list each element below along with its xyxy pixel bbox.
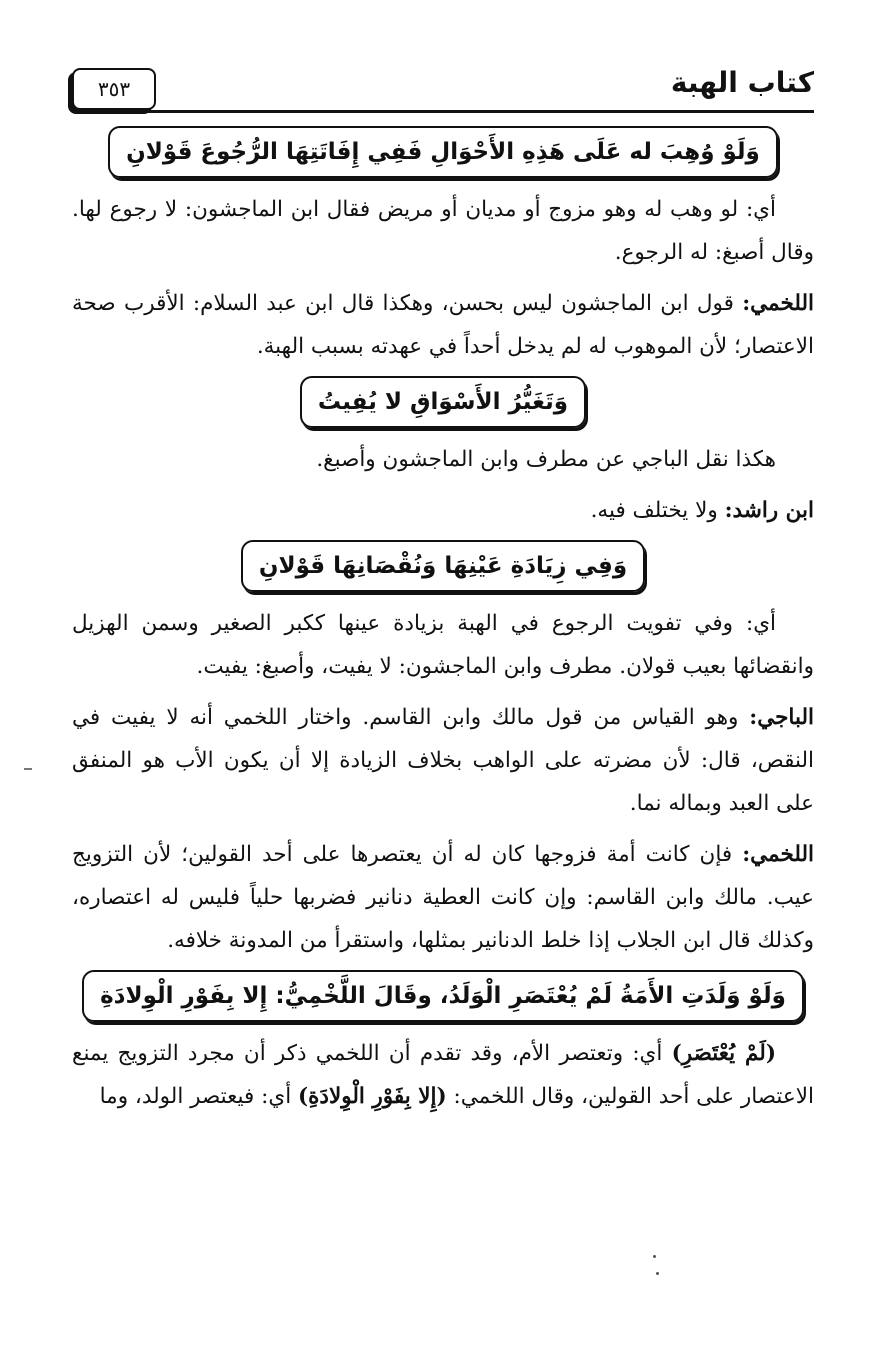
paragraph-text: أي: وتعتصر الأم، وقد تقدم أن اللخمي ذكر أن مجرد التزويج يمنع الاعتصار على أحد القولين، وقال اللخمي: [72, 1041, 814, 1109]
paragraph-2 [72, 282, 814, 368]
scholar-name: اللخمي: [742, 842, 814, 867]
matn-box-3 [72, 540, 814, 592]
paragraph-5 [72, 602, 814, 688]
paragraph-6 [72, 696, 814, 825]
quoted-matn: (لَمْ يُعْتَصَرِ) [671, 1041, 776, 1066]
scan-speck [653, 1255, 656, 1258]
paragraph-text: قول ابن الماجشون ليس بحسن، وهكذا قال ابن عبد السلام: الأقرب صحة الاعتصار؛ لأن الموهوب له لم يدخل أحداً في عهدته بسبب الهبة. [72, 291, 814, 359]
paragraph-7 [72, 833, 814, 962]
paragraph-text: وهو القياس من قول مالك وابن القاسم. واختار اللخمي أنه لا يفيت في النقص، قال: لأن مضرته على الواهب بخلاف الزيادة إلا أن يكون الأب هو المنفق على العبد وبماله نما. [72, 705, 814, 816]
paragraph-text: أي: لو وهب له وهو مزوج أو مديان أو مريض فقال ابن الماجشون: لا رجوع لها. وقال أصبغ: له الرجوع. [72, 197, 814, 265]
paragraph-text: هكذا نقل الباجي عن مطرف وابن الماجشون وأصبغ. [316, 447, 776, 472]
matn-heading: وَفِي زِيَادَةِ عَيْنِهَا وَنُقْصَانِهَا قَوْلانِ [241, 540, 645, 592]
matn-heading: وَلَوْ وَلَدَتِ الأَمَةُ لَمْ يُعْتَصَرِ الْوَلَدُ، وقَالَ اللَّخْمِيُّ: إِلا بِفَوْرِ الْوِلادَةِ [82, 970, 804, 1022]
matn-box-1 [72, 126, 814, 178]
scan-speck [656, 1272, 659, 1275]
page-header [72, 62, 814, 112]
quoted-matn: (إِلا بِفَوْرِ الْوِلادَةِ) [298, 1084, 447, 1109]
paragraph-4 [72, 489, 814, 532]
header-rule [72, 110, 814, 113]
paragraph-text: أي: فيعتصر الولد، وما [99, 1084, 298, 1109]
page-body [72, 122, 814, 1126]
scholar-name: اللخمي: [742, 291, 814, 316]
matn-box-4 [72, 970, 814, 1022]
scholar-name: ابن راشد: [724, 498, 814, 523]
scan-mark [24, 768, 32, 770]
matn-heading: وَلَوْ وُهِبَ له عَلَى هَذِهِ الأَحْوَالِ فَفِي إِفَاتَتِهَا الرُّجُوعَ قَوْلانِ [108, 126, 778, 178]
matn-box-2 [72, 376, 814, 428]
page-number: ٣٥٣ [72, 68, 156, 110]
scholar-name: الباجي: [749, 705, 814, 730]
paragraph-text: فإن كانت أمة فزوجها كان له أن يعتصرها على أحد القولين؛ لأن التزويج عيب. مالك وابن القاسم: وإن كانت العطية دنانير فضربها حلياً فليس له اعتصاره، وكذلك قال ابن الجلاب إذا خلط الدنانير بمثلها، واستقرأ من المدونة خلافه. [72, 842, 814, 953]
paragraph-1 [72, 188, 814, 274]
paragraph-8 [72, 1032, 814, 1118]
matn-heading: وَتَغَيُّرُ الأَسْوَاقِ لا يُفِيتُ [300, 376, 586, 428]
paragraph-text: أي: وفي تفويت الرجوع في الهبة بزيادة عينها ككبر الصغير وسمن الهزيل وانقضائها بعيب قولان. مطرف وابن الماجشون: لا يفيت، وأصبغ: يفيت. [72, 611, 814, 679]
book-title: كتاب الهبة [670, 66, 814, 99]
paragraph-3 [72, 438, 814, 481]
paragraph-text: ولا يختلف فيه. [590, 498, 725, 523]
